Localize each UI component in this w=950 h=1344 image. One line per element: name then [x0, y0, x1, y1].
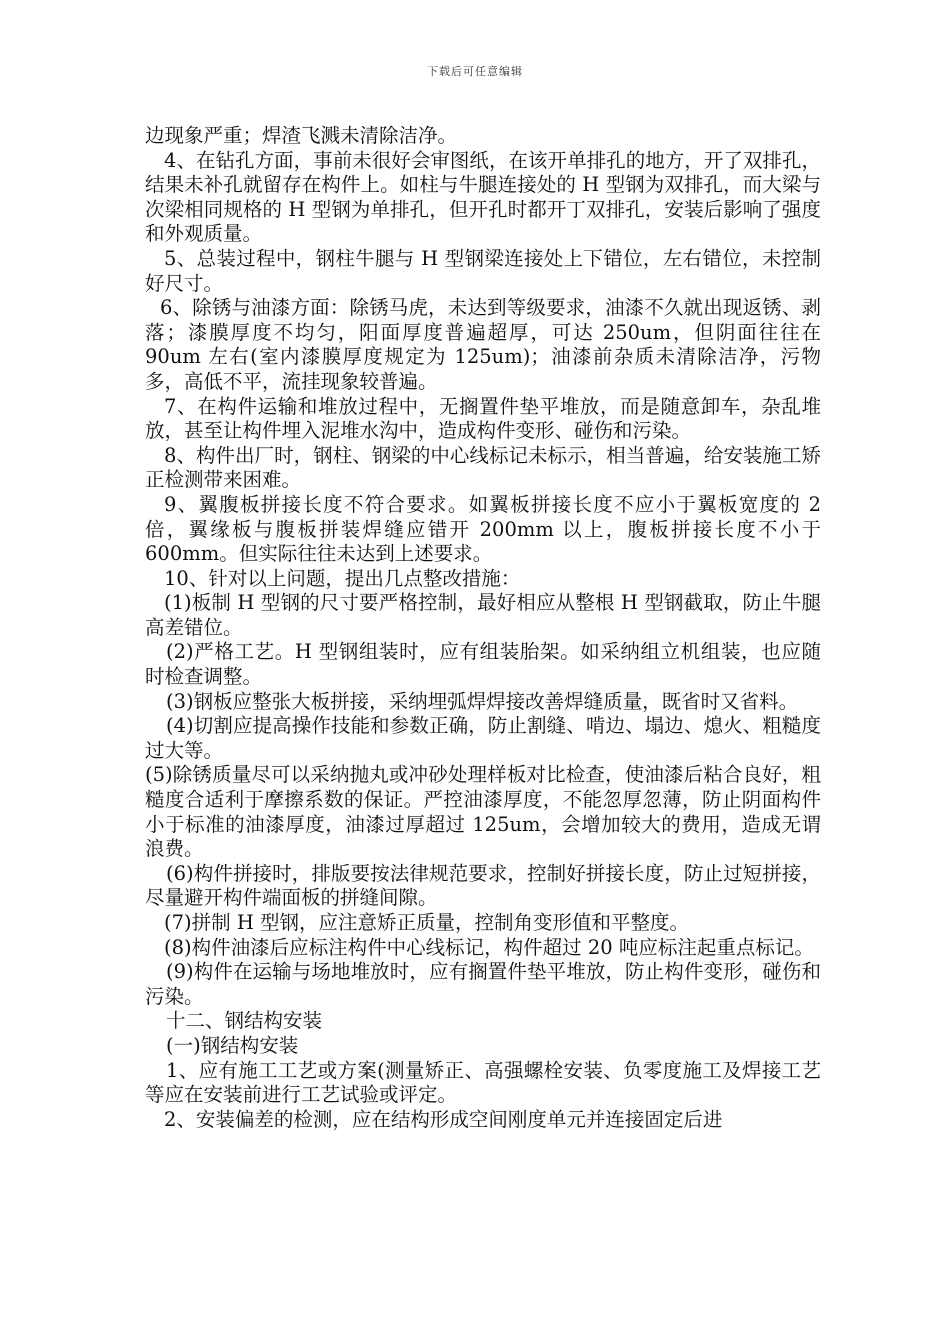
paragraph-17: (9)构件在运输与场地堆放时，应有搁置件垫平堆放，防止构件变形，碰伤和污染。 — [145, 960, 821, 1008]
paragraph-5: 7、在构件运输和堆放过程中，无搁置件垫平堆放，而是随意卸车，杂乱堆放，甚至让构件埋入泥堆水沟中，造成构件变形、碰伤和污染。 — [145, 394, 821, 443]
paragraph-21: 2、安装偏差的检测，应在结构形成空间刚度单元并连接固定后进 — [164, 1107, 723, 1131]
paragraph-12: (4)切割应提高操作技能和参数正确，防止割缝、啃边、塌边、熄火、粗糙度过大等。 — [145, 714, 821, 762]
paragraph-6: 8、构件出厂时，钢柱、钢梁的中心线标记未标示，相当普遍，给安装施工矫正检测带来困难。 — [145, 443, 821, 492]
paragraph-10: (2)严格工艺。H 型钢组装时，应有组装胎架。如采纳组立机组装，也应随时检查调整。 — [145, 640, 821, 689]
document-body — [145, 124, 821, 1132]
paragraph-9: (1)板制 H 型钢的尺寸要严格控制，最好相应从整根 H 型钢截取，防止牛腿高差错位。 — [145, 591, 821, 639]
page-header: 下载后可任意编辑 — [427, 65, 523, 78]
paragraph-7: 9、翼腹板拼接长度不符合要求。如翼板拼接长度不应小于翼板宽度的 2 倍，翼缘板与腹板拼装焊缝应错开 200mm 以上，腹板拼接长度不小于 600mm。但实际往往未达到上述要求。 — [145, 492, 821, 566]
paragraph-14: (6)构件拼接时，排版要按法律规范要求，控制好拼接长度，防止过短拼接，尽量避开构件端面板的拼缝间隙。 — [145, 861, 821, 910]
paragraph-16: (8)构件油漆后应标注构件中心线标记，构件超过 20 吨应标注起重点标记。 — [164, 935, 814, 959]
paragraph-13: (5)除锈质量尽可以采纳抛丸或冲砂处理样板对比检查，使油漆后粘合良好，粗糙度合适利于摩擦系数的保证。严控油漆厚度，不能忽厚忽薄，防止阴面构件小于标准的油漆厚度，油漆过厚超过 125um，会增加较大的费用，造成无谓浪费。 — [145, 763, 821, 861]
paragraph-11: (3)钢板应整张大板拼接，采纳埋弧焊焊接改善焊缝质量，既省时又省料。 — [166, 689, 799, 713]
paragraph-1: 边现象严重；焊渣飞溅未清除洁净。 — [145, 124, 458, 147]
paragraph-2: 4、在钻孔方面，事前未很好会审图纸，在该开单排孔的地方，开了双排孔，结果未补孔就留存在构件上。如柱与牛腿连接处的 H 型钢为双排孔，而大梁与次梁相同规格的 H 型钢为单排孔，但开孔时都开丁双排孔，安装后影响了强度和外观质量。 — [145, 148, 821, 246]
paragraph-4: 6、除锈与油漆方面：除锈马虎，未达到等级要求，油漆不久就出现返锈、剥落；漆膜厚度不均匀，阳面厚度普遍超厚，可达 250um，但阴面往往在 90um 左右(室内漆膜厚度规定为 125um)；油漆前杂质未清除洁净，污物多，高低不平，流挂现象较普遍。 — [145, 296, 821, 393]
subsection-heading: (一)钢结构安装 — [166, 1033, 299, 1057]
paragraph-15: (7)拼制 H 型钢，应注意矫正质量，控制角变形值和平整度。 — [164, 911, 690, 934]
paragraph-3: 5、总装过程中，钢柱牛腿与 H 型钢梁连接处上下错位，左右错位，未控制好尺寸。 — [145, 246, 821, 295]
paragraph-20: 1、应有施工工艺或方案(测量矫正、高强螺栓安装、负零度施工及焊接工艺等应在安装前进行工艺试验或评定。 — [145, 1058, 821, 1107]
section-heading: 十二、钢结构安装 — [166, 1009, 323, 1033]
paragraph-8: 10、针对以上问题，提出几点整改措施： — [164, 566, 521, 590]
